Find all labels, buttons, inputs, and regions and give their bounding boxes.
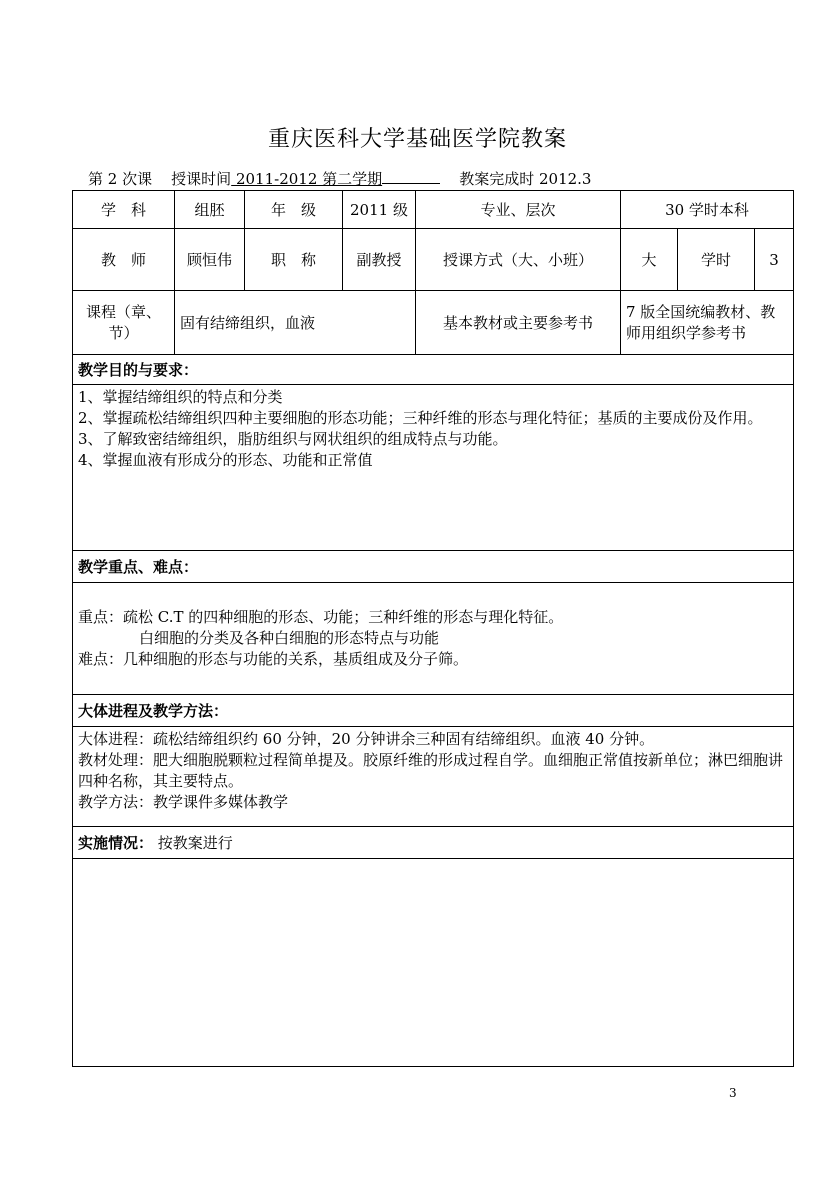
implementation-row <box>73 827 794 859</box>
subject-value: 组胚 <box>175 191 245 229</box>
implementation-header: 实施情况： <box>78 834 154 852</box>
keypoint-line: 重点：疏松 C.T 的四种细胞的形态、功能；三种纤维的形态与理化特征。 <box>78 608 564 626</box>
hours-value: 3 <box>755 229 794 291</box>
page-number: 3 <box>729 1086 737 1100</box>
page-title: 重庆医科大学基础医学院教案 <box>267 127 567 152</box>
process-line: 教学方法：教学课件多媒体教学 <box>78 793 289 811</box>
course-value: 固有结缔组织，血液 <box>175 291 416 355</box>
lesson-info-line <box>88 168 591 189</box>
objective-item: 2、掌握疏松结缔组织四种主要细胞的形态功能；三种纤维的形态与理化特征；基质的主要成份及作用。 <box>78 409 763 427</box>
objectives-header: 教学目的与要求： <box>73 355 794 385</box>
subject-label: 学 科 <box>73 191 175 229</box>
lesson-number: 第 2 次课 <box>88 170 153 188</box>
objective-item: 1、掌握结缔组织的特点和分类 <box>78 388 283 406</box>
implementation-value: 按教案进行 <box>157 834 233 852</box>
method-value: 大 <box>621 229 678 291</box>
title-label: 职 称 <box>245 229 343 291</box>
time-value: 2011-2012 第二学期 <box>231 170 383 188</box>
keypoint-line: 白细胞的分类及各种白细胞的形态特点与功能 <box>139 629 440 647</box>
major-label: 专业、层次 <box>416 191 621 229</box>
objectives-body <box>73 385 794 551</box>
teacher-value: 顾恒伟 <box>175 229 245 291</box>
implementation-blank-area <box>73 859 794 1067</box>
process-line: 教材处理：肥大细胞脱颗粒过程简单提及。胶原纤维的形成过程自学。血细胞正常值按新单位；淋巴细胞讲四种名称，其主要特点。 <box>78 751 784 790</box>
objective-item: 4、掌握血液有形成分的形态、功能和正常值 <box>78 451 373 469</box>
book-value: 7 版全国统编教材、教师用组织学参考书 <box>621 291 794 355</box>
title-value: 副教授 <box>343 229 416 291</box>
underline-blank <box>382 169 440 184</box>
keypoints-header: 教学重点、难点： <box>73 551 794 583</box>
lesson-plan-table <box>72 190 794 1067</box>
book-label: 基本教材或主要参考书 <box>416 291 621 355</box>
hours-label: 学时 <box>678 229 755 291</box>
method-label: 授课方式（大、小班） <box>416 229 621 291</box>
process-header: 大体进程及教学方法： <box>73 695 794 727</box>
process-line: 大体进程：疏松结缔组织约 60 分钟，20 分钟讲余三种固有结缔组织。血液 40 分钟。 <box>78 730 655 748</box>
objective-item: 3、了解致密结缔组织，脂肪组织与网状组织的组成特点与功能。 <box>78 430 508 448</box>
major-value: 30 学时本科 <box>621 191 794 229</box>
grade-label: 年 级 <box>245 191 343 229</box>
grade-value: 2011 级 <box>343 191 416 229</box>
time-label: 授课时间 <box>171 170 232 188</box>
teacher-label: 教 师 <box>73 229 175 291</box>
process-body <box>73 727 794 827</box>
keypoints-body <box>73 583 794 695</box>
course-label: 课程（章、节） <box>73 291 175 355</box>
completion-date: 教案完成时 2012.3 <box>459 170 592 188</box>
difficulty-line: 难点：几种细胞的形态与功能的关系，基质组成及分子筛。 <box>78 650 469 668</box>
